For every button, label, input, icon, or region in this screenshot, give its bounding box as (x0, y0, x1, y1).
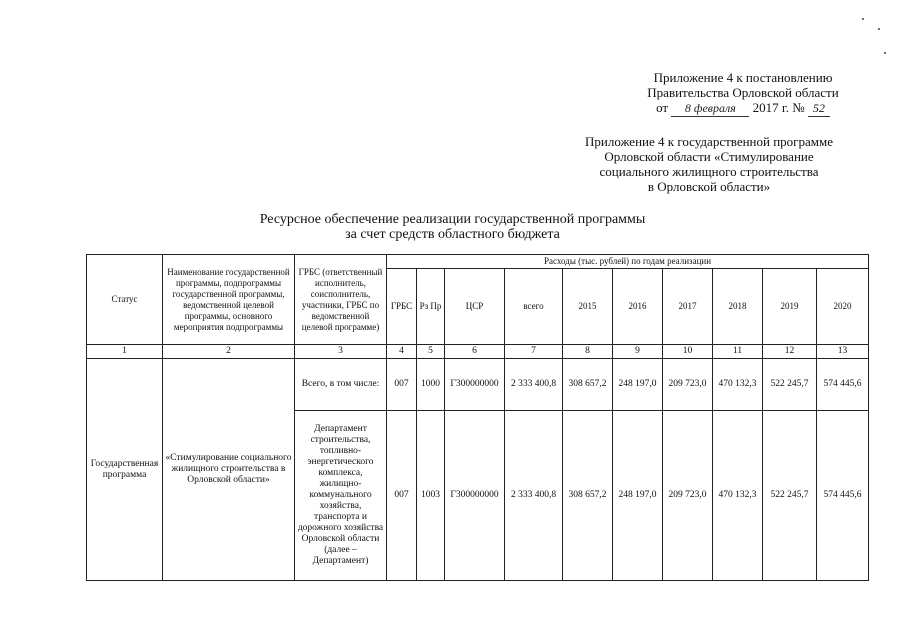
appendix-decree-suffix: 2017 г. № (752, 100, 805, 115)
header-status: Статус (87, 255, 163, 345)
header-2016: 2016 (613, 269, 663, 345)
row-code: 007 (387, 411, 417, 581)
col-number: 13 (817, 345, 869, 359)
header-name: Наименование государственной программы, подпрограммы государственной программы, ведомственной целевой программы, основного мероприятия подпрограммы (163, 255, 295, 345)
title-line2: за счет средств областного бюджета (345, 227, 560, 242)
row-csr: Г300000000 (445, 411, 505, 581)
header-col-rzpr: Рз Пр (417, 269, 445, 345)
appendix-program-line1: Приложение 4 к государственной программе (584, 134, 834, 149)
header-2017: 2017 (663, 269, 713, 345)
col-number: 6 (445, 345, 505, 359)
col-number: 1 (87, 345, 163, 359)
row-grbs: Департамент строительства, топливно-энергетического комплекса, жилищно-коммунального хозяйства, транспорта и дорожного хозяйства Орловской области (далее – Департамент) (295, 411, 387, 581)
column-number-row (87, 345, 869, 359)
row-2018: 470 132,3 (713, 411, 763, 581)
col-number: 10 (663, 345, 713, 359)
row-2018: 470 132,3 (713, 359, 763, 411)
row-2017: 209 723,0 (663, 359, 713, 411)
row-grbs: Всего, в том числе: (295, 359, 387, 411)
title-line1: Ресурсное обеспечение реализации государственной программы (259, 212, 646, 227)
row-2016: 248 197,0 (613, 411, 663, 581)
row-2016: 248 197,0 (613, 359, 663, 411)
scan-speck (884, 52, 886, 54)
row-code: 007 (387, 359, 417, 411)
scan-speck (862, 18, 864, 20)
document-title (0, 212, 905, 242)
resource-table (86, 254, 869, 581)
col-number: 8 (563, 345, 613, 359)
header-col-csr: ЦСР (445, 269, 505, 345)
handwritten-number: 52 (808, 101, 830, 117)
appendix-program-line3: социального жилищного строительства (599, 164, 819, 179)
handwritten-date: 8 февраля (671, 101, 749, 117)
row-2019: 522 245,7 (763, 359, 817, 411)
header-2020: 2020 (817, 269, 869, 345)
row-2015: 308 657,2 (563, 359, 613, 411)
row-csr: Г300000000 (445, 359, 505, 411)
table-row (87, 359, 869, 411)
appendix-decree-prefix: от (656, 100, 669, 115)
row-2015: 308 657,2 (563, 411, 613, 581)
appendix-program (559, 134, 859, 194)
appendix-program-line2: Орловской области «Стимулирование (604, 149, 814, 164)
col-number: 12 (763, 345, 817, 359)
appendix-decree-line3 (633, 100, 853, 117)
row-rzpr: 1000 (417, 359, 445, 411)
scan-speck (878, 28, 880, 30)
header-col-total: всего (505, 269, 563, 345)
row-2020: 574 445,6 (817, 411, 869, 581)
header-2015: 2015 (563, 269, 613, 345)
header-2019: 2019 (763, 269, 817, 345)
row-2019: 522 245,7 (763, 411, 817, 581)
col-number: 2 (163, 345, 295, 359)
appendix-decree-line1: Приложение 4 к постановлению (653, 70, 833, 85)
row-2017: 209 723,0 (663, 411, 713, 581)
row-name: «Стимулирование социального жилищного строительства в Орловской области» (163, 359, 295, 581)
col-number: 5 (417, 345, 445, 359)
col-number: 7 (505, 345, 563, 359)
header-expenses: Расходы (тыс. рублей) по годам реализации (387, 255, 869, 269)
row-rzpr: 1003 (417, 411, 445, 581)
appendix-program-line4: в Орловской области» (647, 179, 771, 194)
col-number: 3 (295, 345, 387, 359)
table-header-row (87, 255, 869, 269)
row-total: 2 333 400,8 (505, 359, 563, 411)
header-grbs: ГРБС (ответственный исполнитель, соисполнитель, участники, ГРБС по ведомственной целевой программе) (295, 255, 387, 345)
appendix-decree (633, 70, 853, 117)
row-status: Государственная программа (87, 359, 163, 581)
col-number: 9 (613, 345, 663, 359)
header-col-grbs: ГРБС (387, 269, 417, 345)
col-number: 4 (387, 345, 417, 359)
row-2020: 574 445,6 (817, 359, 869, 411)
row-total: 2 333 400,8 (505, 411, 563, 581)
header-2018: 2018 (713, 269, 763, 345)
appendix-decree-line2: Правительства Орловской области (647, 85, 839, 100)
col-number: 11 (713, 345, 763, 359)
